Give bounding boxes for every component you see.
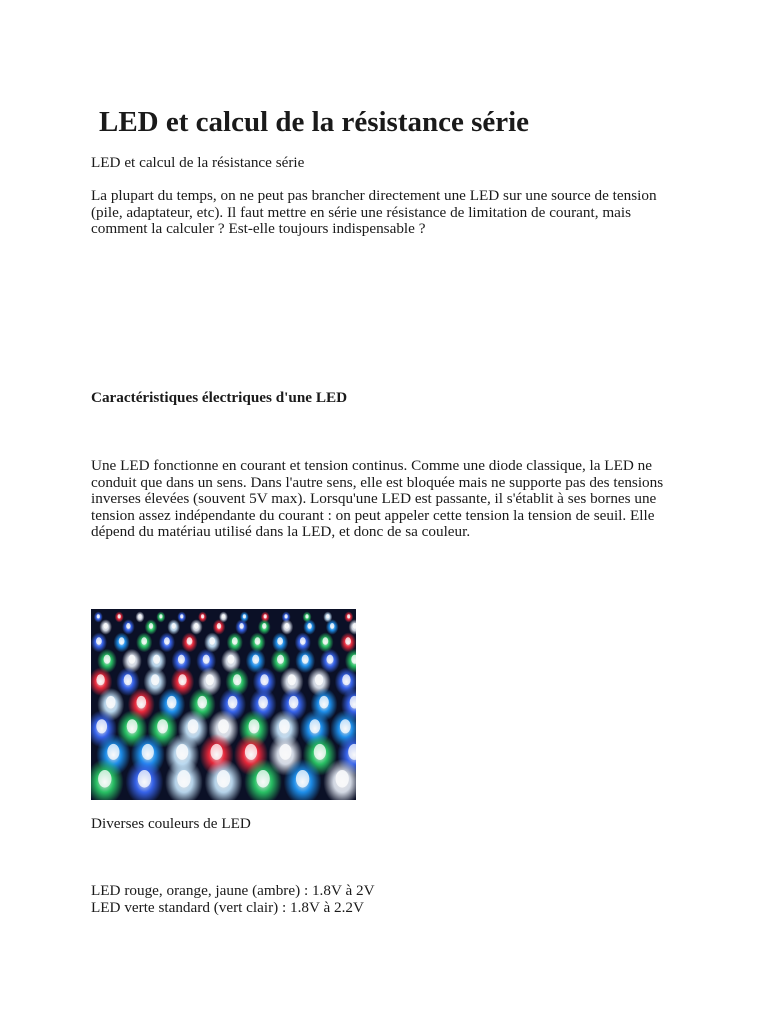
led-highlight [104, 623, 108, 629]
led-highlight [279, 744, 291, 760]
led-highlight [203, 655, 210, 664]
led-highlight [141, 637, 147, 645]
led-highlight [255, 637, 261, 645]
led-highlight [279, 719, 290, 733]
led-highlight [340, 719, 351, 733]
led-highlight [227, 655, 234, 664]
led-highlight [138, 614, 141, 618]
led-highlight [345, 637, 351, 645]
led-highlight [302, 655, 309, 664]
led-highlight [157, 719, 168, 733]
intro-paragraph: La plupart du temps, on ne peut pas brancher directement une LED sur une source de tension (pile, adaptateur, etc). Il faut mettre en série une résistance de limitation de courant, mais comment la calculer ? Est-elle toujours indispensable ? [91, 187, 657, 237]
led-highlight [252, 655, 259, 664]
led-highlight [285, 623, 289, 629]
spec-line-1: LED rouge, orange, jaune (ambre) : 1.8V à 2V [91, 882, 375, 899]
led-highlight [314, 744, 326, 760]
led-highlight [347, 614, 350, 618]
page-title: LED et calcul de la résistance série [99, 106, 530, 138]
led-highlight [258, 696, 268, 709]
led-highlight [188, 719, 199, 733]
led-highlight [106, 696, 116, 709]
led-highlight [149, 623, 153, 629]
led-highlight [119, 637, 125, 645]
led-highlight [167, 696, 177, 709]
led-highlight [178, 674, 186, 685]
led-highlight [126, 623, 130, 629]
led-highlight [260, 674, 268, 685]
led-photo-image [91, 609, 356, 800]
section-heading: Caractéristiques électriques d'une LED [91, 389, 348, 406]
led-highlight [201, 614, 204, 618]
led-highlight [177, 770, 190, 788]
led-highlight [217, 770, 230, 788]
led-highlight [176, 744, 188, 760]
led-highlight [305, 614, 308, 618]
led-highlight [197, 696, 207, 709]
led-highlight [138, 770, 151, 788]
led-highlight [118, 614, 121, 618]
led-highlight [233, 674, 241, 685]
image-caption: Diverses couleurs de LED [91, 815, 251, 832]
led-highlight [178, 655, 185, 664]
led-highlight [277, 655, 284, 664]
led-highlight [249, 719, 260, 733]
led-highlight [336, 770, 349, 788]
led-highlight [96, 637, 102, 645]
led-highlight [96, 719, 107, 733]
led-highlight [342, 674, 350, 685]
led-highlight [206, 674, 214, 685]
led-highlight [310, 719, 321, 733]
led-highlight [164, 637, 170, 645]
spec-line-2: LED verte standard (vert clair) : 1.8V à 2.2V [91, 899, 364, 916]
led-highlight [124, 674, 132, 685]
led-highlight [172, 623, 176, 629]
led-characteristics-paragraph: Une LED fonctionne en courant et tension continus. Comme une diode classique, la LED ne conduit que dans un sens. Dans l'autre sens, elle est bloquée mais ne supporte pas des tensions inverses élevées (souvent 5V max). Lorsqu'une LED est passante, il s'établit à ses bornes une tension assez indépendante du courant : on peut appeler cette tension la tension de seuil. Elle dépend du matériau utilisé dans la LED, et donc de sa couleur. [91, 457, 664, 540]
led-highlight [327, 655, 334, 664]
led-highlight [330, 623, 334, 629]
led-highlight [194, 623, 198, 629]
led-highlight [288, 674, 296, 685]
led-highlight [239, 623, 243, 629]
led-highlight [98, 770, 111, 788]
led-highlight [127, 719, 138, 733]
subtitle: LED et calcul de la résistance série [91, 154, 305, 171]
led-highlight [326, 614, 329, 618]
led-highlight [153, 655, 160, 664]
led-highlight [243, 614, 246, 618]
led-highlight [159, 614, 162, 618]
led-highlight [97, 614, 100, 618]
led-highlight [315, 674, 323, 685]
led-highlight [218, 719, 229, 733]
led-highlight [285, 614, 288, 618]
led-highlight [262, 623, 266, 629]
led-highlight [300, 637, 306, 645]
led-highlight [319, 696, 329, 709]
led-highlight [264, 614, 267, 618]
led-highlight [180, 614, 183, 618]
led-highlight [277, 637, 283, 645]
led-highlight [217, 623, 221, 629]
led-photo [91, 609, 356, 800]
led-highlight [296, 770, 309, 788]
led-highlight [323, 637, 329, 645]
led-highlight [209, 637, 215, 645]
led-highlight [137, 696, 147, 709]
led-highlight [307, 623, 311, 629]
led-highlight [96, 674, 104, 685]
led-highlight [151, 674, 159, 685]
led-highlight [107, 744, 119, 760]
led-highlight [128, 655, 135, 664]
led-highlight [232, 637, 238, 645]
led-highlight [142, 744, 154, 760]
led-highlight [104, 655, 111, 664]
led-highlight [211, 744, 223, 760]
led-highlight [245, 744, 257, 760]
led-highlight [222, 614, 225, 618]
led-highlight [228, 696, 238, 709]
led-highlight [289, 696, 299, 709]
led-highlight [187, 637, 193, 645]
led-highlight [256, 770, 269, 788]
